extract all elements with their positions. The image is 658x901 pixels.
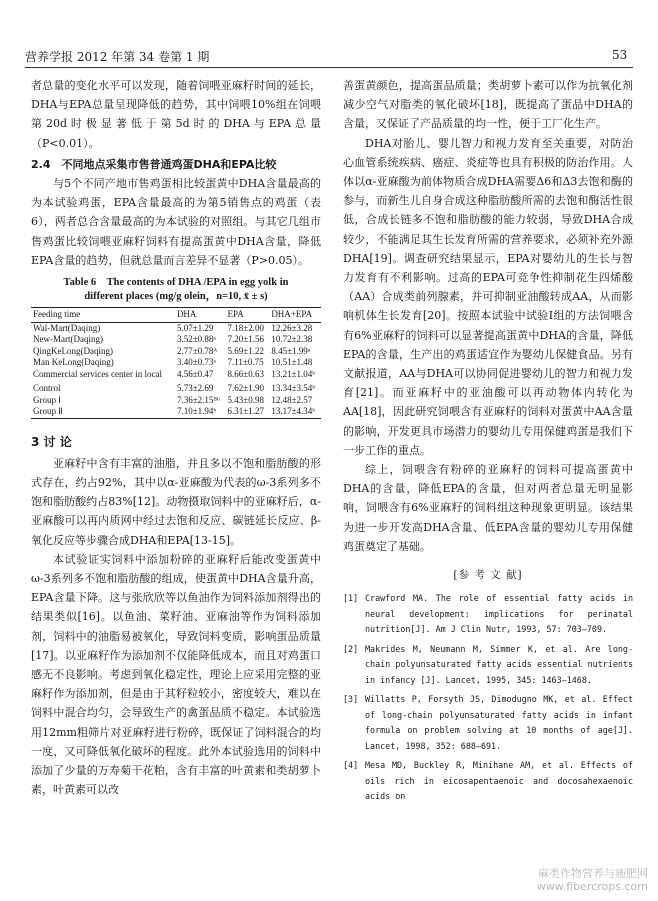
reference-item (343, 692, 633, 754)
conclusion-paragraph: 综上，饲喂含有粉碎的亚麻籽的饲料可提高蛋黄中DHA的含量，降低EPA的含量，但对两者总量无明显影响，饲喂含有6%亚麻籽的饲料组这种现象更明显。该结果为进一步开发高DHA含量、低EPA含量的婴幼儿专用保健鸡蛋奠定了基础。 (343, 463, 633, 553)
table-cell: 3.52±0.88ᵃ (176, 334, 216, 345)
table-row (31, 406, 321, 418)
table-row (31, 357, 321, 369)
table-6-caption-line1: Table 6 The contents of DHA /EPA in egg yolk in (63, 277, 289, 289)
table-cell: 7.36±2.15ᴮᵇ (176, 394, 220, 405)
reference-number: [2] (343, 643, 359, 654)
table-cell: 7.10±1.94ᵇ (175, 406, 226, 418)
table-cell: QingKeLong(Daqing) (33, 345, 113, 356)
reference-number: [1] (343, 593, 359, 604)
table-cell: 13.21±1.04ᵇ (271, 368, 316, 379)
table-cell: 5.07±1.29 (176, 322, 214, 333)
table-cell: 7.62±1.90 (227, 383, 264, 394)
table-cell: 10.72±2.38 (271, 334, 313, 345)
table-cell: 5.69±1.22 (227, 345, 264, 356)
table-6-grid (31, 307, 321, 419)
reference-text: Makrides M, Neumann M, Simmer K, et al. Are long-chain polyunsaturated fatty acids essential nutrients in infancy [J]. Lancet, 1995, 345: 1463–1468. (365, 643, 633, 685)
reference-item (343, 591, 633, 638)
reference-number: [4] (343, 760, 359, 771)
col-header-epa: EPA (226, 308, 270, 323)
table-row (31, 369, 321, 381)
table-cell: New-Mart(Daqing) (33, 334, 103, 345)
table-cell: 12.26±3.28 (271, 322, 313, 333)
table-cell: Control (33, 383, 61, 394)
references-heading: [参 考 文 献] (453, 569, 523, 582)
table-6-caption-line2: different places (mg/g olein，n=10, x̄ ± s) (84, 291, 268, 303)
table-header-row (31, 308, 321, 323)
watermark-url: www.fibercrops.com (536, 880, 648, 893)
intro-paragraph: 者总量的变化水平可以发现，随着饲喂亚麻籽时间的延长，DHA与EPA总量呈现降低的趋势，其中饲喂10%组在饲喂第20d时极显著低于第5d时的DHA与EPA总量（P<0.01）。 (31, 79, 321, 150)
dha-epa-paragraph: DHA对胎儿、婴儿智力和视力发育至关重要，对防治心血管系统疾病、癌症、炎症等也具有积极的防治作用。人体以α-亚麻酸为前体物质合成DHA需要Δ6和Δ3去饱和酶的参与，而新生儿自身合成这种脂肪酸所需的去饱和酶活性很低，合成长链多不饱和脂肪酸的能力较弱，导致DHA合成较少，不能满足其生长发育所需的营养要求，必须补充外源DHA[19]。调查研究结果显示，EPA对婴幼儿的生长与智力发育有不利影响。过高的EPA可竞争性抑制花生四烯酸（AA）合成类前列腺素，并可抑制亚油酸转成AA，从而影响机体生长发育[20]。按照本试验中试验Ⅰ组的方法饲喂含有6%亚麻籽的饲料可以显著提高蛋黄中DHA的含量，降低EPA的含量，生产出的鸡蛋适宜作为婴幼儿保健食品。另有文献报道，AA与DHA可以协同促进婴幼儿的智力和视力发育[21]。而亚麻籽中的亚油酸可以再动物体内转化为AA[18]，因此研究饲喂含有亚麻籽的饲料对蛋黄中AA含量的影响，开发更具市场潜力的婴幼儿专用保健鸡蛋是我们下一步工作的重点。 (343, 136, 633, 457)
table-row (31, 395, 321, 407)
table-cell: 7.20±1.56 (227, 334, 264, 345)
table-row (31, 380, 321, 395)
col-header-dha-epa: DHA+EPA (269, 308, 321, 323)
section-2-4-paragraph: 与5个不同产地市售鸡蛋相比较蛋黄中DHA含量最高的为本试验鸡蛋，EPA含量最高的为第5销售点的鸡蛋（表6），两者总合含量最高的为本试验的对照组。与其它几组市售鸡蛋比较饲喂亚麻籽饲料有提高蛋黄中DHA含量，降低EPA含量的趋势，但就总量而言差异不显著（P>0.05）。 (31, 177, 321, 267)
reference-number: [3] (343, 694, 359, 705)
table-cell: Group Ⅰ (33, 394, 61, 405)
reference-text: Mesa MD, Buckley R, Minihane AM, et al. Effects of oils rich in eicosapentaenoic and docosahexaenoic acids on (365, 760, 633, 802)
table-cell: 7.11±0.75 (227, 357, 264, 368)
col-header-feeding-time: Feeding time (31, 308, 175, 323)
discussion-paragraph-1: 亚麻籽中含有丰富的油脂，并且多以不饱和脂肪酸的形式存在，约占92%，其中以α-亚麻酸为代表的ω-3系列多不饱和脂肪酸约占83%[12]。动物摄取饲料中的亚麻籽后，α-亚麻酸可以再内质网中经过去饱和反应、碳链延长反应、β-氧化反应等步骤合成DHA和EPA[13-15]。 (31, 456, 321, 547)
watermark-title: 麻类作物营养与施肥网 (538, 867, 648, 880)
table-cell: 5.43±0.98 (227, 394, 264, 405)
watermark (537, 867, 648, 893)
table-cell: Commercial services center in local (33, 368, 162, 379)
table-cell: 6.31±1.27 (226, 406, 270, 418)
table-6 (31, 276, 321, 419)
page-number: 53 (612, 48, 628, 62)
table-cell: 4.56±0.47 (176, 368, 214, 379)
section-2-4-heading: 2.4 不同地点采集市售普通鸡蛋DHA和EPA比较 (31, 157, 277, 171)
reference-text: Willatts P, Forsyth JS, Dimodugno MK, et al. Effect of long-chain polyunsaturated fatty acids in infant formula on problem solving at 10 months of age[J]. Lancet, 1998, 352: 688–691. (365, 694, 633, 751)
section-3-heading: 3 讨 论 (31, 434, 72, 449)
table-row (31, 322, 321, 334)
table-cell: 5.73±2.69 (176, 383, 214, 394)
discussion-paragraph-2: 本试验证实饲料中添加粉碎的亚麻籽后能改变蛋黄中ω-3系列多不饱和脂肪酸的组成，使蛋黄中DHA含量升高，EPA含量下降。这与张欣欣等以鱼油作为饲料添加剂得出的结果类似[16]。以鱼油、菜籽油、亚麻油等作为饲料添加剂，饲料中的油脂易被氧化，导致饲料变质，影响蛋品质量[17]。以亚麻籽作为添加剂不仅能降低成本，而且对鸡蛋口感无不良影响。考虑到氧化稳定性，理论上应采用完整的亚麻籽作为添加剂，但是由于其籽粒较小，密度较大，难以在饲料中混合均匀，会导致生产的禽蛋品质不稳定。本试验选用12mm粗筛片对亚麻籽进行粉碎，既保证了饲料混合的均一度，又可降低氧化破坏的程度。此外本试验选用的饲料中添加了少量的万寿菊干花粕，含有丰富的叶黄素和类胡萝卜素，叶黄素可以改 (31, 552, 321, 797)
col-header-dha: DHA (175, 308, 226, 323)
continued-paragraph: 善蛋黄颜色，提高蛋品质量；类胡萝卜素可以作为抗氧化剂减少空气对脂类的氧化破坏[18]，既提高了蛋品中DHA的含量，又保证了产品质量的均一性，便于工厂化生产。 (343, 79, 633, 131)
table-6-caption (31, 276, 321, 304)
right-column (343, 76, 633, 809)
table-cell: 7.18±2.00 (227, 322, 264, 333)
table-row (31, 334, 321, 346)
table-row (31, 346, 321, 358)
table-cell: Man KeLong(Daqing) (33, 357, 114, 368)
reference-item (343, 758, 633, 805)
reference-item (343, 642, 633, 689)
table-cell: 13.34±3.54ᵇ (271, 383, 316, 394)
table-cell: Group Ⅱ (31, 406, 175, 418)
journal-header: 营养学报 2012 年第 34 卷第 1 期 (25, 50, 210, 64)
table-cell: 3.40±0.73ᵃ (176, 357, 216, 368)
table-cell: Wal-Mart(Daqing) (33, 322, 101, 333)
header-rule (25, 67, 633, 68)
table-cell: 2.77±0.78ᴬ (176, 345, 218, 356)
table-cell: 10.51±1.48 (271, 357, 313, 368)
left-column (31, 76, 321, 799)
table-cell: 12.48±2.57 (271, 394, 313, 405)
table-cell: 8.45±1.99ᵃ (271, 345, 311, 356)
table-cell: 13.17±4.34ᵇ (269, 406, 321, 418)
table-cell: 8.66±0.63 (227, 368, 264, 379)
reference-text: Crawford MA. The role of essential fatty acids in neural development: implications for perinatal nutrition[J]. Am J Clin Nutr, 1993, 57: 703–709. (365, 593, 633, 635)
